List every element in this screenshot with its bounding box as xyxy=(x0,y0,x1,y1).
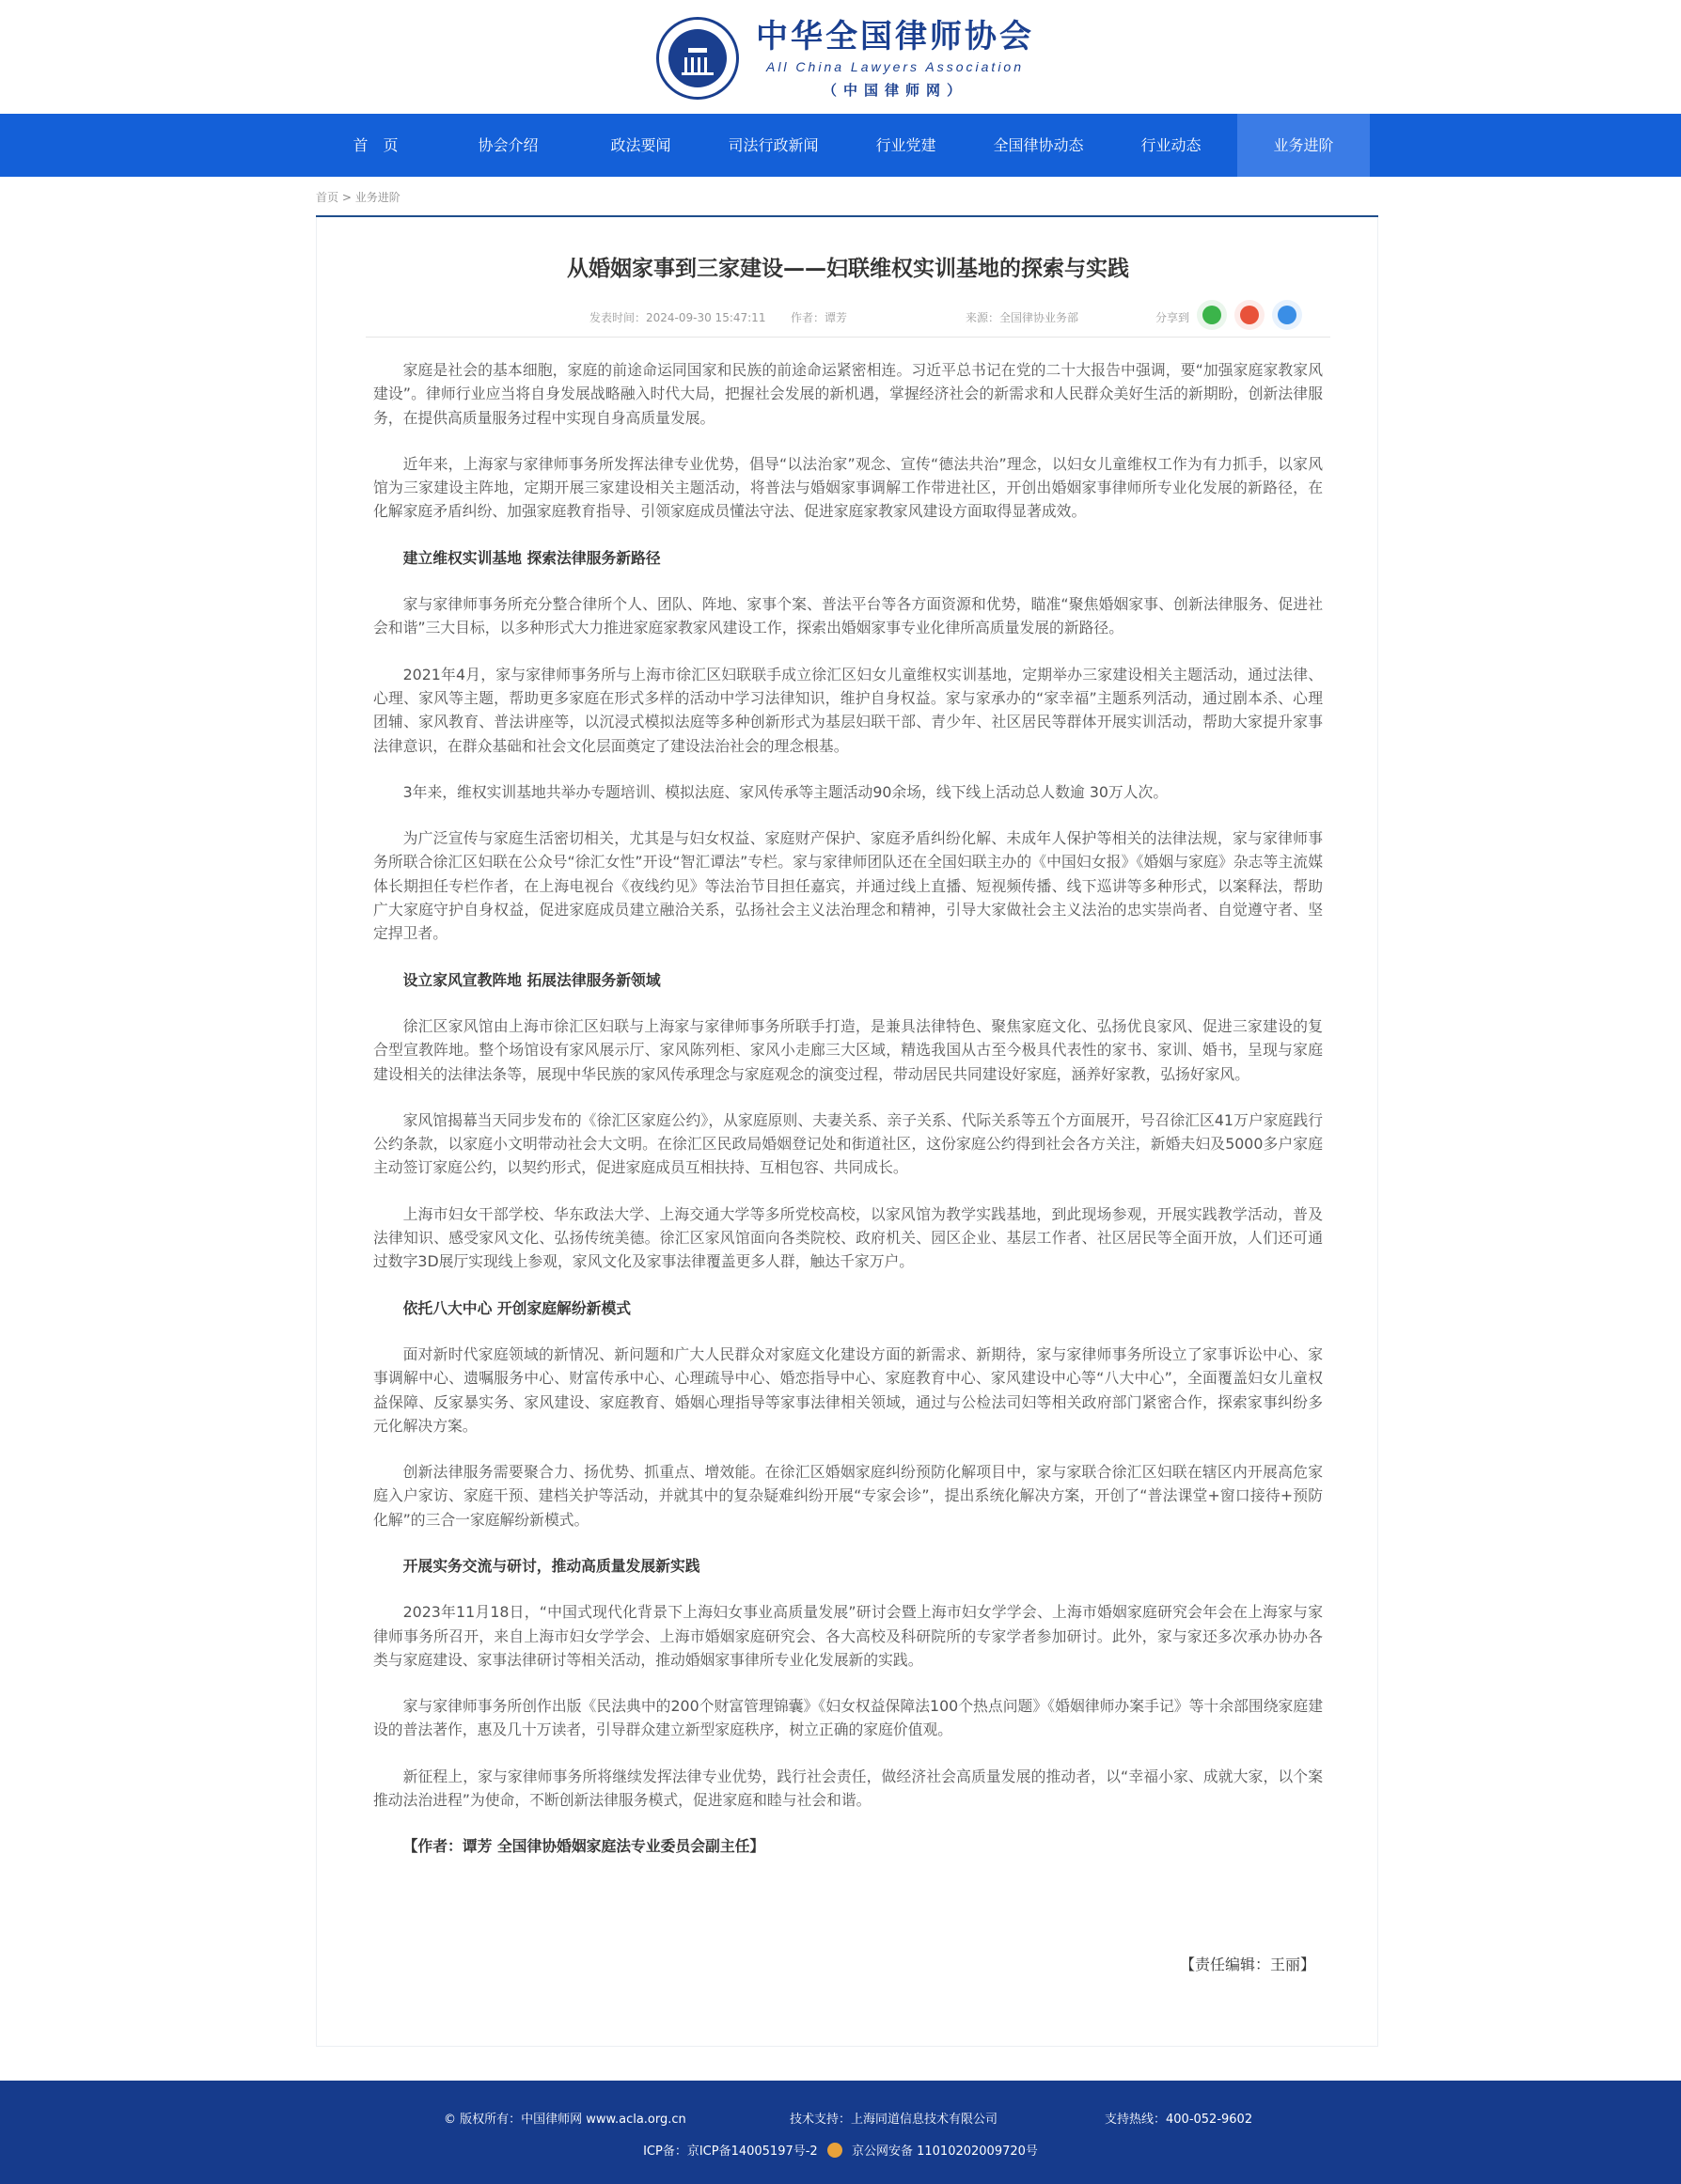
publish-time: 发表时间：2024-09-30 15:47:11 xyxy=(589,311,766,324)
article-body xyxy=(373,358,1323,1859)
nav-item-practice[interactable]: 业务进阶 xyxy=(1237,114,1370,177)
article-paragraph: 3年来，维权实训基地共举办专题培训、模拟法庭、家风传承等主题活动90余场，线下线上活动总人数逾 30万人次。 xyxy=(402,782,1169,801)
article-author: 作者：谭芳 xyxy=(791,311,848,324)
qq-icon xyxy=(1278,306,1296,324)
wechat-share-button[interactable] xyxy=(1197,300,1227,330)
site-header xyxy=(0,0,1681,114)
footer-icp[interactable]: ICP备：京ICP备14005197号-2 xyxy=(643,2145,818,2159)
nav-item-industry-news[interactable]: 行业动态 xyxy=(1140,136,1202,154)
footer-police-record[interactable]: 京公网安备 11010202009720号 xyxy=(851,2145,1038,2159)
footer-tech-support: 技术支持：上海同道信息技术有限公司 xyxy=(790,2113,998,2127)
nav-item-about[interactable]: 协会介绍 xyxy=(478,136,539,154)
article-paragraph: 创新法律服务需要聚合力、扬优势、抓重点、增效能。在徐汇区婚姻家庭纠纷预防化解项目中，家与家联合徐汇区妇联在辖区内开展高危家庭入户家访、家庭干预、建档关护等活动，并就其中的复杂疑难纠纷开展“专家会诊”，提出系统化解决方案，开创了“普法课堂+窗口接待+预防化解”的三合一家庭解纷新模式。 xyxy=(373,1463,1323,1529)
police-badge-icon xyxy=(827,2143,842,2158)
article-title: 从婚姻家事到三家建设——妇联维权实训基地的探索与实践 xyxy=(567,257,1129,281)
logo-subtitle: （中国律师网） xyxy=(822,81,967,99)
section-heading: 依托八大中心 开创家庭解纷新模式 xyxy=(402,1298,632,1317)
site-footer xyxy=(0,2081,1681,2184)
breadcrumb xyxy=(316,189,401,205)
qq-share-button[interactable] xyxy=(1272,300,1302,330)
article-paragraph: 家风馆揭幕当天同步发布的《徐汇区家庭公约》，从家庭原则、夫妻关系、亲子关系、代际关系等五个方面展开，号召徐汇区41万户家庭践行公约条款，以家庭小文明带动社会大文明。在徐汇区民政局婚姻登记处和街道社区，这份家庭公约得到社会各方关注，新婚夫妇及5000多户家庭主动签订家庭公约，以契约形式，促进家庭成员互相扶持、互相包容、共同成长。 xyxy=(373,1110,1323,1177)
article-container xyxy=(316,217,1378,2047)
footer-hotline: 支持热线：400-052-9602 xyxy=(1105,2113,1253,2127)
nav-item-politics-news[interactable]: 政法要闻 xyxy=(610,136,671,154)
wechat-icon xyxy=(1202,306,1221,324)
responsible-editor: 【责任编辑：王丽】 xyxy=(1179,1956,1315,1973)
acla-seal-icon xyxy=(656,17,739,100)
article-paragraph: 家庭是社会的基本细胞，家庭的前途命运同国家和民族的前途命运紧密相连。习近平总书记在党的二十大报告中强调，要“加强家庭家教家风建设”。律师行业应当将自身发展战略融入时代大局，把握社会发展的新机遇，掌握经济社会的新需求和人民群众美好生活的新期盼，创新法律服务，在提供高质量服务过程中实现自身高质量发展。 xyxy=(373,361,1323,427)
weibo-icon xyxy=(1240,306,1259,324)
article-paragraph: 近年来，上海家与家律师事务所发挥法律专业优势，倡导“以法治家”观念、宣传“德法共治”理念，以妇女儿童维权工作为有力抓手，以家风馆为三家建设主阵地，定期开展三家建设相关主题活动，将普法与婚姻家事调解工作带进社区，开创出婚姻家事律师所专业化发展的新路径，在化解家庭矛盾纠纷、加强家庭教育指导、引领家庭成员懂法守法、促进家庭家教家风建设方面取得显著成效。 xyxy=(373,454,1323,521)
footer-copyright: © 版权所有：中国律师网 www.acla.org.cn xyxy=(444,2113,686,2127)
nav-item-acla-news[interactable]: 全国律协动态 xyxy=(993,136,1084,154)
site-logo[interactable] xyxy=(656,17,1034,100)
article-paragraph: 家与家律师事务所充分整合律所个人、团队、阵地、家事个案、普法平台等各方面资源和优势，瞄准“聚焦婚姻家事、创新法律服务、促进社会和谐”三大目标，以多种形式大力推进家庭家教家风建设工作，探索出婚姻家事专业化律所高质量发展的新路径。 xyxy=(373,595,1323,637)
article-paragraph: 上海市妇女干部学校、华东政法大学、上海交通大学等多所党校高校，以家风馆为教学实践基地，到此现场参观，开展实践教学活动，普及法律知识、感受家风文化、弘扬传统美德。徐汇区家风馆面向各类院校、政府机关、园区企业、基层工作者、社区居民等全面开放，人们还可通过数字3D展厅实现线上参观，家风文化及家事法律覆盖更多人群，触达千家万户。 xyxy=(373,1204,1323,1271)
article-paragraph: 2023年11月18日，“中国式现代化背景下上海妇女事业高质量发展”研讨会暨上海市妇女学学会、上海市婚姻家庭研究会年会在上海家与家律师事务所召开，来自上海市妇女学学会、上海市婚姻家庭研究会、各大高校及科研院所的专家学者参加研讨。此外，家与家还多次承办协办各类与家庭建设、家事法律研讨等相关活动，推动婚姻家事律所专业化发展新的实践。 xyxy=(373,1603,1323,1669)
section-heading: 设立家风宣教阵地 拓展法律服务新领域 xyxy=(402,970,661,989)
article-paragraph: 2021年4月，家与家律师事务所与上海市徐汇区妇联联手成立徐汇区妇女儿童维权实训基地，定期举办三家建设相关主题活动，通过法律、心理、家风等主题，帮助更多家庭在形式多样的活动中学习法律知识，维护自身权益。家与家承办的“家幸福”主题系列活动，通过剧本杀、心理团辅、家风教育、普法讲座等，以沉浸式模拟法庭等多种创新形式为基层妇联干部、青少年、社区居民等群体开展实训活动，帮助大家提升家事法律意识，在群众基础和社会文化层面奠定了建设法治社会的理念根基。 xyxy=(373,665,1323,755)
nav-item-party-building[interactable]: 行业党建 xyxy=(875,136,936,154)
article-paragraph: 家与家律师事务所创作出版《民法典中的200个财富管理锦囊》《妇女权益保障法100个热点问题》《婚姻律师办案手记》等十余部围绕家庭建设的普法著作，惠及几十万读者，引导群众建立新型家庭秩序，树立正确的家庭价值观。 xyxy=(373,1697,1323,1739)
weibo-share-button[interactable] xyxy=(1234,300,1265,330)
breadcrumb-home[interactable]: 首页 xyxy=(316,191,339,204)
logo-title-cn: 中华全国律师协会 xyxy=(756,17,1034,55)
author-note: 【作者：谭芳 全国律协婚姻家庭法专业委员会副主任】 xyxy=(402,1837,765,1856)
article-paragraph: 面对新时代家庭领域的新情况、新问题和广大人民群众对家庭文化建设方面的新需求、新期待，家与家律师事务所设立了家事诉讼中心、家事调解中心、遗嘱服务中心、财富传承中心、心理疏导中心、婚恋指导中心、家庭教育中心、家风建设中心等“八大中心”，全面覆盖妇女儿童权益保障、反家暴实务、家风建设、家庭教育、婚姻心理指导等家事法律相关领域，通过与公检法司妇等相关政府部门紧密合作，探索家事纠纷多元化解决方案。 xyxy=(373,1344,1323,1435)
article-paragraph: 为广泛宣传与家庭生活密切相关，尤其是与妇女权益、家庭财产保护、家庭矛盾纠纷化解、未成年人保护等相关的法律法规，家与家律师事务所联合徐汇区妇联在公众号“徐汇女性”开设“智汇谭法”专栏。家与家律师团队还在全国妇联主办的《中国妇女报》《婚姻与家庭》杂志等主流媒体长期担任专栏作者，在上海电视台《夜线约见》等法治节目担任嘉宾，并通过线上直播、短视频传播、线下巡讲等多种形式，以案释法，帮助广大家庭守护自身权益，促进家庭成员建立融洽关系，弘扬社会主义法治理念和精神，引导大家做社会主义法治的忠实崇尚者、自觉遵守者、坚定捍卫者。 xyxy=(373,829,1323,943)
share-label: 分享到 xyxy=(1155,311,1190,324)
nav-item-home[interactable]: 首 页 xyxy=(353,136,399,154)
article-paragraph: 徐汇区家风馆由上海市徐汇区妇联与上海家与家律师事务所联手打造，是兼具法律特色、聚焦家庭文化、弘扬优良家风、促进三家建设的复合型宣教阵地。整个场馆设有家风展示厅、家风陈列柜、家风小走廊三大区域，精选我国从古至今极具代表性的家书、家训、婚书，呈现与家庭建设相关的法律法条等，展现中华民族的家风传承理念与家庭观念的演变过程，带动居民共同建设好家庭，涵养好家教，弘扬好家风。 xyxy=(373,1016,1323,1083)
main-nav xyxy=(0,114,1681,177)
breadcrumb-separator: > xyxy=(338,191,355,204)
section-heading: 建立维权实训基地 探索法律服务新路径 xyxy=(402,548,661,567)
logo-title-en: All China Lawyers Association xyxy=(765,58,1024,74)
article-paragraph: 新征程上，家与家律师事务所将继续发挥法律专业优势，践行社会责任，做经济社会高质量发展的推动者，以“幸福小家、成就大家，以个案推动法治进程”为使命，不断创新法律服务模式，促进家庭和睦与社会和谐。 xyxy=(373,1767,1323,1810)
article-source: 来源：全国律协业务部 xyxy=(966,311,1079,324)
nav-item-judicial-news[interactable]: 司法行政新闻 xyxy=(728,136,819,154)
section-heading: 开展实务交流与研讨，推动高质量发展新实践 xyxy=(402,1556,700,1575)
breadcrumb-current[interactable]: 业务进阶 xyxy=(354,191,401,204)
meta-divider xyxy=(366,337,1330,338)
